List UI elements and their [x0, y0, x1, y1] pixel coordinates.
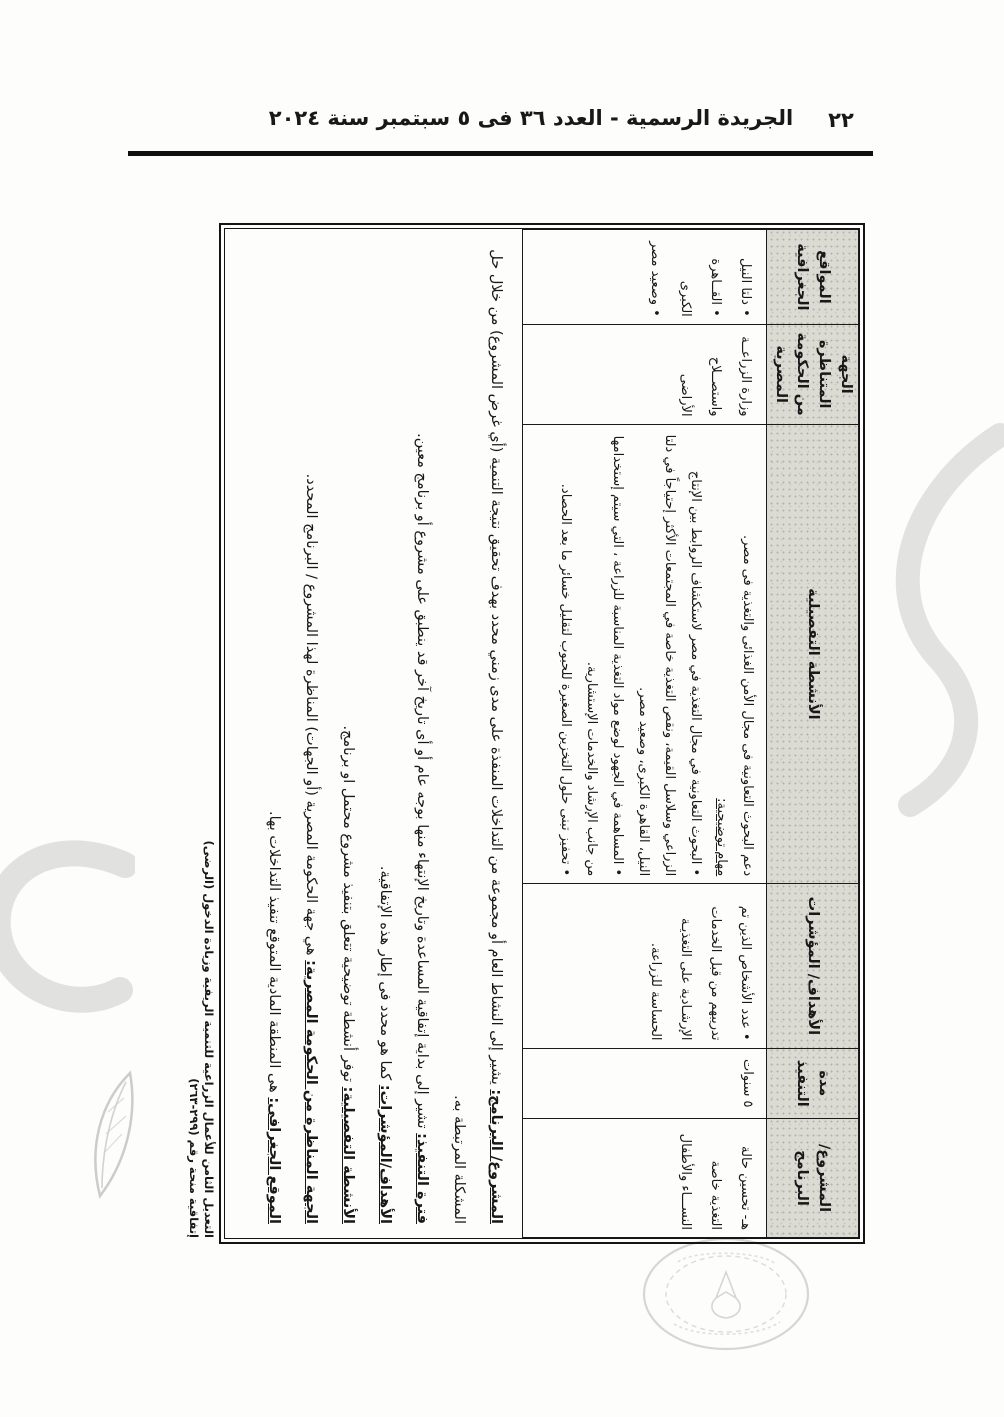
activity-item: • تحفيز تبنى حلول التخزين الصغيرة للحبوب لتقليل خسائر ما بعد الحصاد.: [558, 483, 573, 877]
duration-cell: [523, 1048, 767, 1119]
note-term: الجهة المناظرة من الحكومة المصرية:: [303, 960, 319, 1224]
masthead-rule: [128, 151, 873, 156]
note-term: فترة التنفيذ:: [414, 1133, 430, 1224]
agreement-caption-line2: إتفاقية منحة رقم (٢٩٩-٢٦٣): [187, 1078, 201, 1238]
objectives-cell: [523, 884, 767, 1048]
project-text: هـ- تحسين حالة التغذية خاصة النســـاء والأطفال: [678, 1133, 753, 1230]
table-outer-frame: [219, 223, 865, 1244]
col-header-project: المشروع/ البرنامج: [767, 1119, 859, 1238]
masthead-title: الجريدة الرسمية - العدد ٣٦ فى ٥ سبتمبر سنة ٢٠٢٤: [268, 106, 794, 130]
note-term: الأنشطة التفصيلية:: [340, 1086, 356, 1224]
note-text: توفر أنشطة توضيحية تتعلق بتنفيذ مشروع محتمل او برنامج.: [340, 725, 356, 1083]
rotated-table-block: [188, 221, 865, 1248]
location-item: • دلتا النيل: [738, 257, 753, 317]
note-text: تشير إلى بداية إتفاقية المساعدة وتاريخ الإنتهاء منها بوجه عام أو أى تاريخ آخر قد ينطبق على مشروع أو برنامج معين.: [414, 433, 430, 1129]
activities-intro: دعم البحوث التعاونية فى مجال الأمن الغذائى والتغذية فى مصر.: [740, 534, 755, 877]
table-header-row: [767, 230, 859, 1238]
note-line: [292, 243, 329, 1224]
agreement-caption-line1: التعديل الثامن للأعمال الزراعية للتنمية الريفية وزيادة الدخول (الرضى): [202, 840, 216, 1238]
note-line: [329, 243, 366, 1224]
page-number: ٢٢: [828, 108, 854, 132]
note-term: الأهداف/المؤشرات:: [377, 1084, 393, 1224]
projects-table: [522, 229, 859, 1238]
objective-item: • عدد الأشخاص الذين تم تدريبهم من قبل الخدمات الإرشـادية على التغذيـة الحساسة للزراعة.: [648, 905, 753, 1041]
col-header-counterpart: الجهة المتناظرة من الحكومة المصرية: [767, 324, 859, 424]
watermark-feather-icon: [80, 1068, 150, 1203]
note-line: [366, 243, 403, 1224]
note-term: الموقع الجغرافى:: [266, 1097, 282, 1224]
col-header-activities: الأنشطة التفصيلية: [767, 424, 859, 884]
col-header-objectives: الأهداف/ المؤشرات: [767, 884, 859, 1048]
note-line: [403, 243, 440, 1224]
table-inner-frame: [224, 228, 860, 1239]
rotated-sheet: [188, 221, 865, 1248]
project-cell: [523, 1119, 767, 1238]
note-text: هى المنطقة المادية المتوقع تنفيذ التداخلات بها.: [266, 811, 282, 1093]
note-text: يشير إلى النشاط العام أو مجموعة من التداخلات المنفذة على مدى زمني محدد بهدف تحقيق نتيجة التنمية (أي غرض المشروع) من خلال حل المشكلة المرتبطة به.: [451, 249, 504, 1224]
official-stamp-icon: [638, 1232, 813, 1352]
note-text: كما هو محدد فى إطار هذه الإتفاقية.: [377, 865, 393, 1081]
definitions-notes: [225, 229, 522, 1238]
note-term: المشروع/ البرنامج:: [488, 1089, 504, 1224]
col-header-locations: المواقع الجغرافية: [767, 230, 859, 325]
activities-subheading: مهام توضيحية:: [714, 798, 729, 877]
duration-text: ٥ سنوات: [740, 1059, 755, 1108]
table-data-row: [523, 230, 767, 1238]
location-item: • القــاهرة الكبرى: [678, 258, 723, 317]
note-line: [440, 243, 514, 1224]
note-text: هي جهة الحكومة المصرية (أو الجهات) المناظرة لهذا المشروع / البرنامج المحدد.: [303, 473, 319, 956]
counterpart-cell: وزارة الزراعــة واستصــلاح الأراضى: [523, 324, 767, 424]
activity-item: • البحوث التعاونية في مجال التغذية في مصر لاستكشاف الروابط بين الإنتاج الزراعي وسلاسل القيمة، ونقص التغذية خاصة في المجتمعات الأكثر إحتياجاً في دلتا النيل، القاهرة الكبرى، وصعيد مصر.: [636, 434, 703, 877]
agreement-caption: [186, 841, 216, 1238]
activity-item: • المساهمة في الجهود لوضع مواد التغذية المناسبة للزراعة ، التي سيتم إستخدامها من جانب الإرشاد والخدمات الإستشارية.: [584, 435, 625, 877]
watermark-swirl-left-icon: [0, 830, 135, 1020]
note-line: [255, 243, 292, 1224]
watermark-swirl-right-icon: [855, 420, 1004, 820]
activities-cell: [523, 424, 767, 884]
location-item: • وصعيد مصر: [648, 241, 663, 317]
locations-cell: [523, 230, 767, 325]
col-header-duration: مدة التنفيذ: [767, 1048, 859, 1119]
